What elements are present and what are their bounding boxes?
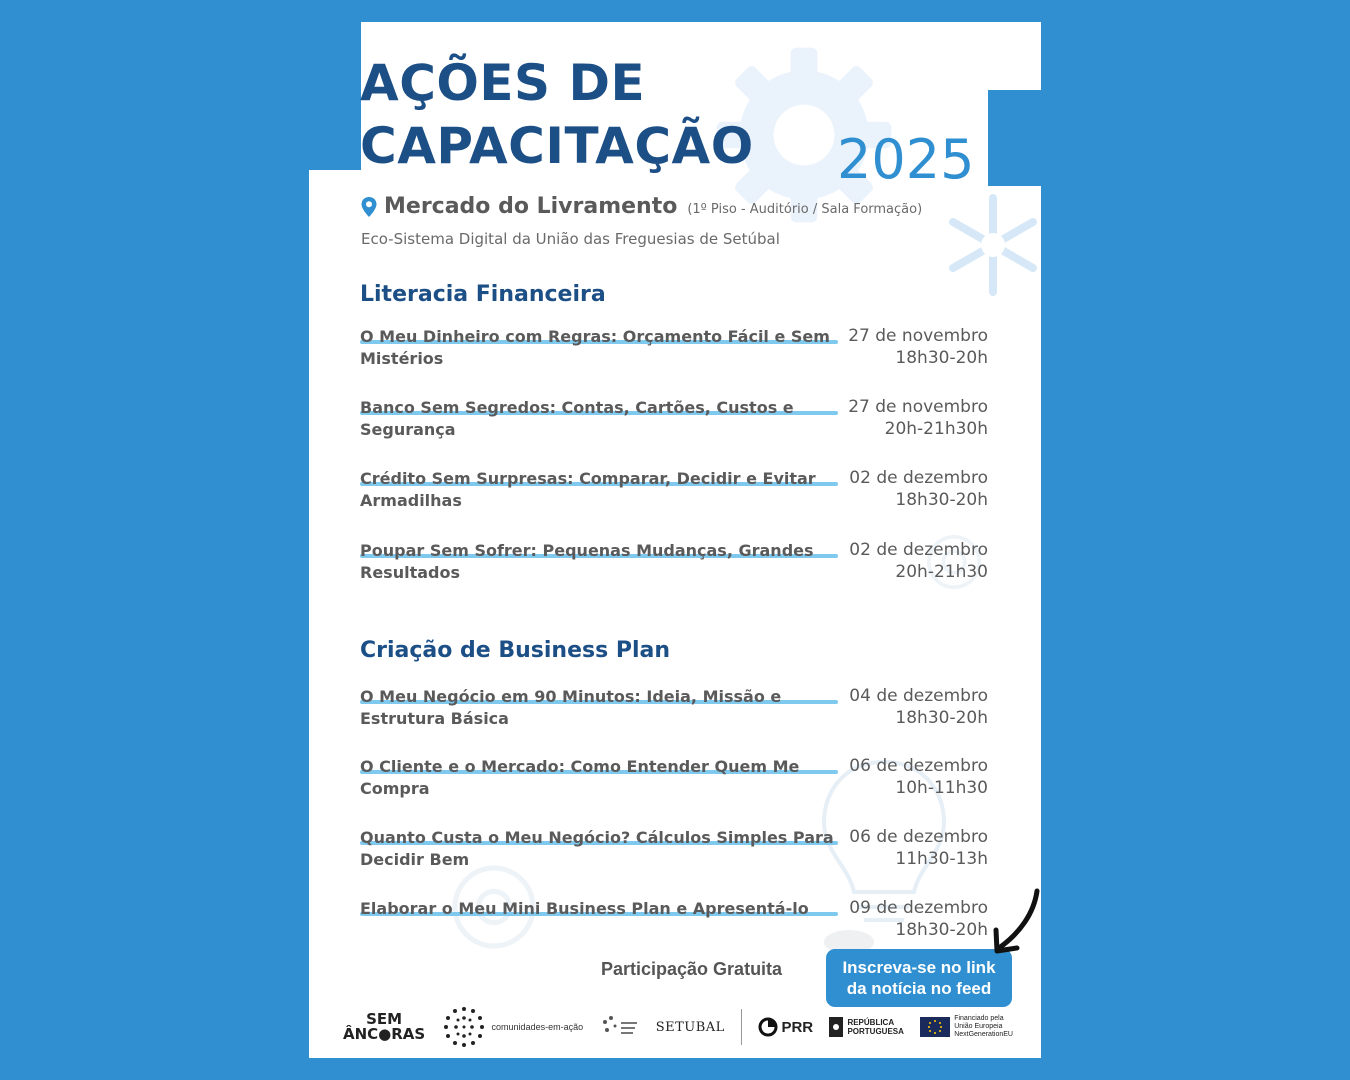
arrow-icon [985,888,1041,956]
event-poster [309,22,1041,1058]
register-cta-badge [826,949,1012,1007]
eu-line-1: Financiado pela [954,1015,1004,1022]
cta-line-2: da notícia no feed [846,979,992,998]
area-metropolitana-logo [599,1012,639,1042]
setubal-logo [656,1020,725,1035]
session-item [360,326,988,376]
poster-title [360,52,754,178]
flag-shield-icon [829,1017,843,1037]
session-date: 04 de dezembro [849,686,988,706]
location-detail: (1º Piso - Auditório / Sala Formação) [687,202,923,217]
eu-line-2: União Europeia [954,1023,1003,1030]
session-date: 02 de dezembro [849,540,988,560]
ecosystem-text: Eco-Sistema Digital da União das Freguesias de Setúbal [361,230,780,248]
session-time: 18h30-20h [895,348,988,368]
free-participation-label: Participação Gratuita [601,959,783,979]
session-time: 18h30-20h [895,920,988,940]
sem-ancoras-line-1: SEM [366,1010,403,1028]
session-time: 20h-21h30 [895,562,988,582]
session-date: 27 de novembro [848,397,988,417]
session-item [360,540,988,590]
session-title: Poupar Sem Sofrer: Pequenas Mudanças, Grandes Resultados [360,541,814,582]
cta-line-1: Inscreva-se no link [842,958,996,977]
session-time: 18h30-20h [895,708,988,728]
republica-portuguesa-logo [829,1017,903,1037]
poster-notch [309,22,361,170]
prr-circle-icon [758,1017,778,1037]
session-time: 18h30-20h [895,490,988,510]
session-date: 09 de dezembro [849,898,988,918]
session-title: Elaborar o Meu Mini Business Plan e Apresentá-lo [360,899,809,918]
session-date: 06 de dezembro [849,756,988,776]
eu-line-3: NextGenerationEU [954,1031,1013,1038]
session-title: O Cliente e o Mercado: Como Entender Quem Me Compra [360,757,800,798]
location-pin-icon [360,196,378,218]
session-date: 06 de dezembro [849,827,988,847]
sem-ancoras-line-2: ÂNC●RAS [343,1025,426,1043]
rp-line-2: PORTUGUESA [847,1027,904,1036]
session-title: Banco Sem Segredos: Contas, Cartões, Custos e Segurança [360,398,794,439]
comunidades-logo [442,1005,584,1049]
eu-flag-icon [920,1017,950,1037]
session-item [360,827,988,877]
session-title: Quanto Custa o Meu Negócio? Cálculos Simples Para Decidir Bem [360,828,834,869]
amlisboa-icon [599,1012,639,1042]
snowflake-icon [941,190,1041,300]
sem-ancoras-logo [343,1012,425,1042]
logo-divider [741,1009,742,1045]
title-line-1: AÇÕES DE [360,54,646,112]
location [360,194,922,219]
session-time: 10h-11h30 [895,778,988,798]
session-title: O Meu Negócio em 90 Minutos: Ideia, Missão e Estrutura Básica [360,687,782,728]
prr-logo [758,1017,813,1037]
session-item [360,686,988,736]
section-title-business-plan: Criação de Business Plan [360,638,671,663]
corner-accent-block [988,90,1041,186]
comunidades-label: comunidades-em-ação [491,1022,584,1032]
session-title: O Meu Dinheiro com Regras: Orçamento Fácil e Sem Mistérios [360,327,830,368]
partner-logos [343,1002,1013,1052]
setubal-label: SETUBAL [655,1019,725,1035]
session-title: Crédito Sem Surpresas: Comparar, Decidir e Evitar Armadilhas [360,469,816,510]
location-name: Mercado do Livramento [384,194,678,219]
session-date: 02 de dezembro [849,468,988,488]
session-time: 11h30-13h [895,849,988,869]
session-item [360,468,988,518]
session-item [360,397,988,447]
prr-label: PRR [781,1018,814,1036]
session-item [360,756,988,806]
title-line-2: CAPACITAÇÃO [360,117,754,175]
rp-line-1: REPÚBLICA [847,1018,895,1027]
session-item [360,898,988,948]
session-date: 27 de novembro [848,326,988,346]
section-title-literacia: Literacia Financeira [360,282,606,307]
session-time: 20h-21h30h [884,419,988,439]
dots-circle-icon [442,1005,486,1049]
year: 2025 [837,128,975,191]
eu-funding-logo [920,1015,1013,1039]
